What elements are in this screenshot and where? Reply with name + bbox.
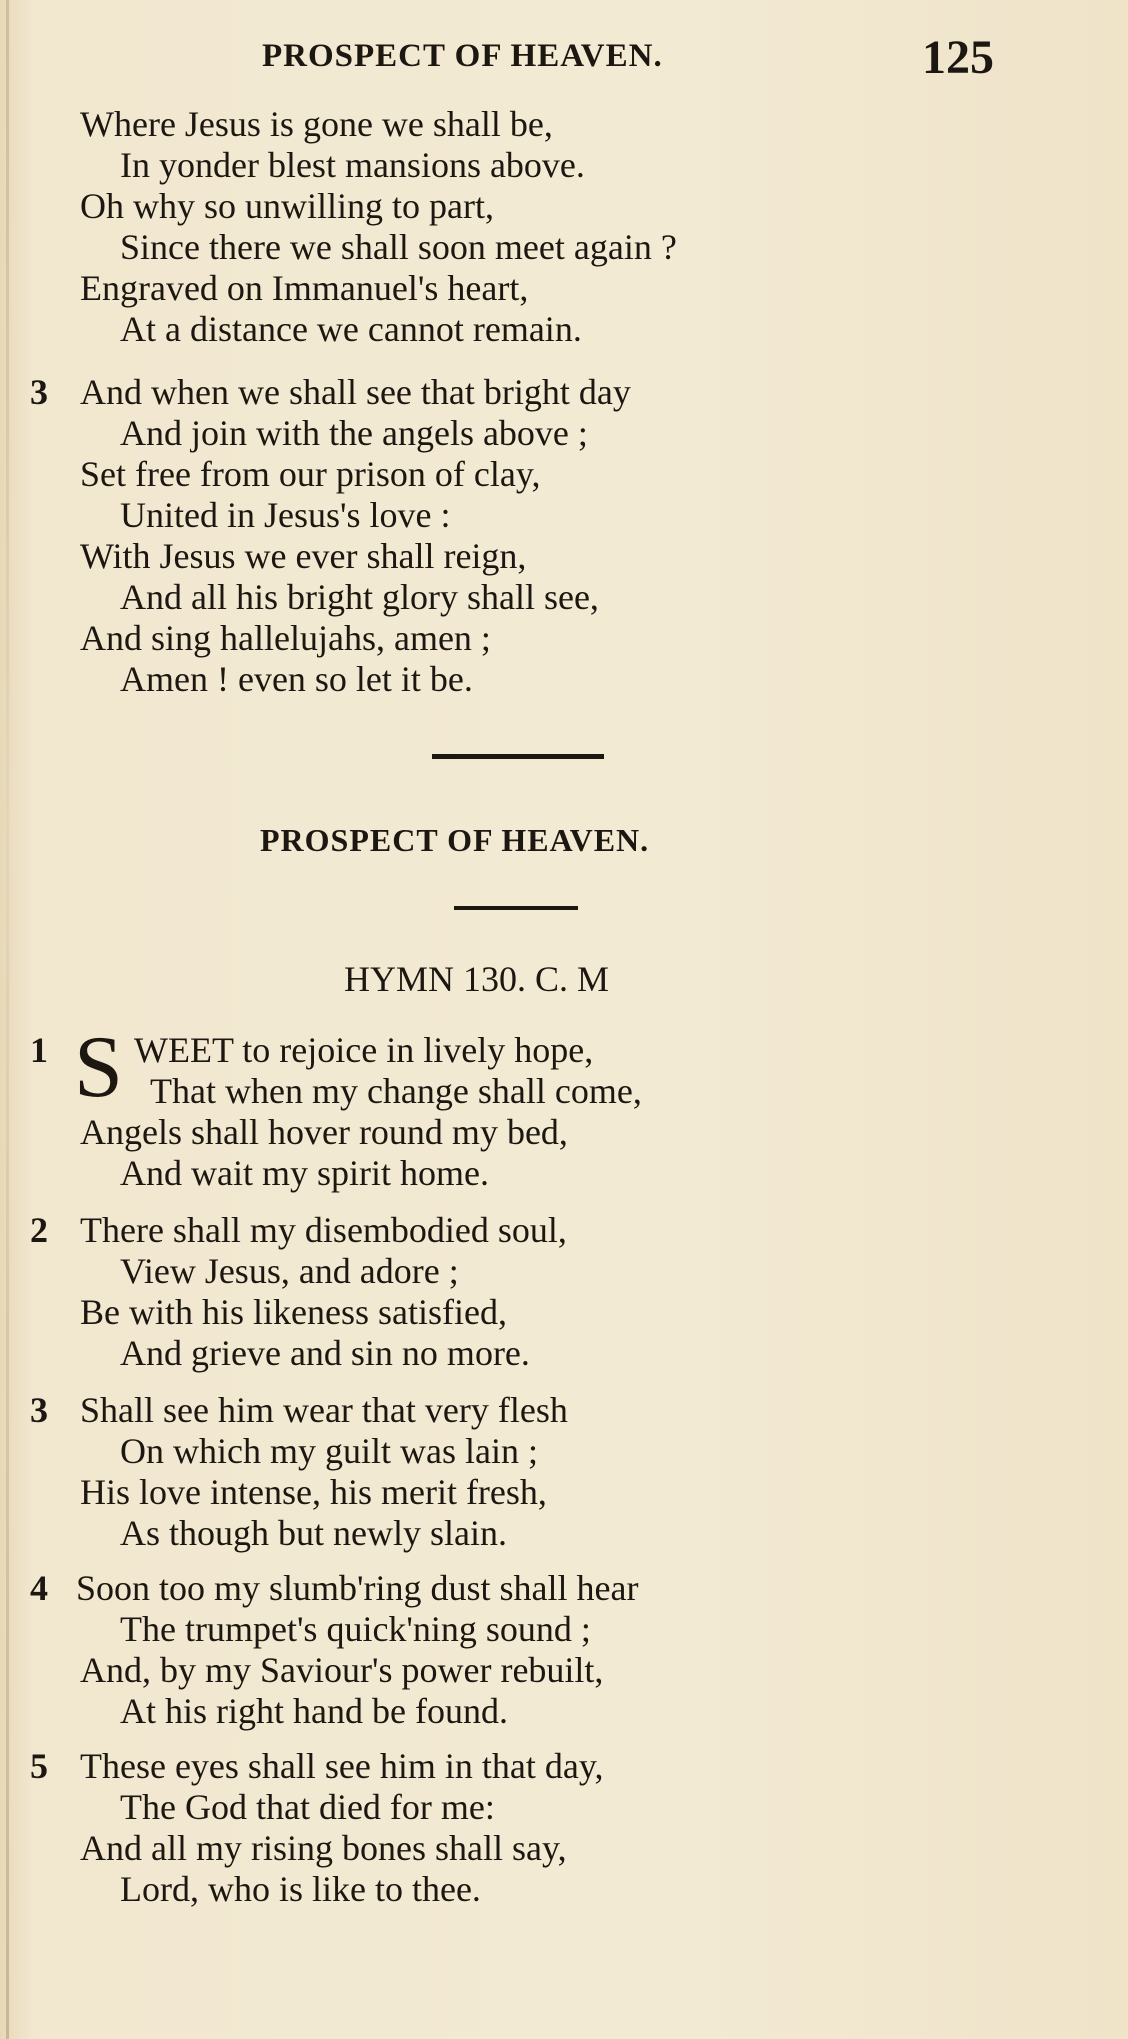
verse-line: And join with the angels above ;	[120, 413, 588, 453]
verse-number: 4	[30, 1568, 48, 1608]
running-head: PROSPECT OF HEAVEN.	[262, 38, 663, 74]
verse-line: Amen ! even so let it be.	[120, 659, 473, 699]
verse-line: And, by my Saviour's power rebuilt,	[80, 1650, 604, 1690]
page-gutter-shadow	[6, 0, 9, 2039]
verse-line: At a distance we cannot remain.	[120, 309, 582, 349]
verse-line: Soon too my slumb'ring dust shall hear	[76, 1568, 639, 1608]
verse-line: In yonder blest mansions above.	[120, 145, 585, 185]
verse-line: Since there we shall soon meet again ?	[120, 227, 677, 267]
verse-line: On which my guilt was lain ;	[120, 1431, 538, 1471]
verse-line: That when my change shall come,	[150, 1071, 642, 1111]
verse-line: His love intense, his merit fresh,	[80, 1472, 547, 1512]
verse-number: 5	[30, 1746, 48, 1786]
section-title: PROSPECT OF HEAVEN.	[260, 822, 650, 858]
verse-line: United in Jesus's love :	[120, 495, 451, 535]
verse-line: Engraved on Immanuel's heart,	[80, 268, 529, 308]
verse-line: Set free from our prison of clay,	[80, 454, 541, 494]
section-divider	[432, 754, 604, 759]
verse-line: WEET to rejoice in lively hope,	[134, 1030, 594, 1070]
page-number: 125	[922, 31, 994, 84]
verse-line: The trumpet's quick'ning sound ;	[120, 1609, 591, 1649]
verse-line: And grieve and sin no more.	[120, 1333, 530, 1373]
verse-line: Be with his likeness satisfied,	[80, 1292, 507, 1332]
verse-line: And all his bright glory shall see,	[120, 577, 599, 617]
hymn-heading: HYMN 130. C. M	[344, 959, 610, 999]
verse-line: And wait my spirit home.	[120, 1153, 489, 1193]
verse-number: 3	[30, 372, 48, 412]
drop-cap: S	[74, 1019, 123, 1116]
verse-line: And all my rising bones shall say,	[80, 1828, 567, 1868]
verse-line: As though but newly slain.	[120, 1513, 507, 1553]
verse-line: There shall my disembodied soul,	[80, 1210, 567, 1250]
verse-number: 1	[30, 1030, 48, 1070]
verse-line: And when we shall see that bright day	[80, 372, 631, 412]
verse-line: The God that died for me:	[120, 1787, 495, 1827]
verse-line: Angels shall hover round my bed,	[80, 1112, 568, 1152]
verse-line: And sing hallelujahs, amen ;	[80, 618, 491, 658]
verse-line: Where Jesus is gone we shall be,	[80, 104, 553, 144]
verse-line: View Jesus, and adore ;	[120, 1251, 459, 1291]
verse-number: 3	[30, 1390, 48, 1430]
verse-line: Shall see him wear that very flesh	[80, 1390, 568, 1430]
verse-line: At his right hand be found.	[120, 1691, 508, 1731]
verse-line: Oh why so unwilling to part,	[80, 186, 494, 226]
verse-number: 2	[30, 1210, 48, 1250]
title-divider	[454, 906, 578, 910]
verse-line: Lord, who is like to thee.	[120, 1869, 481, 1909]
verse-line: With Jesus we ever shall reign,	[80, 536, 527, 576]
verse-line: These eyes shall see him in that day,	[80, 1746, 604, 1786]
